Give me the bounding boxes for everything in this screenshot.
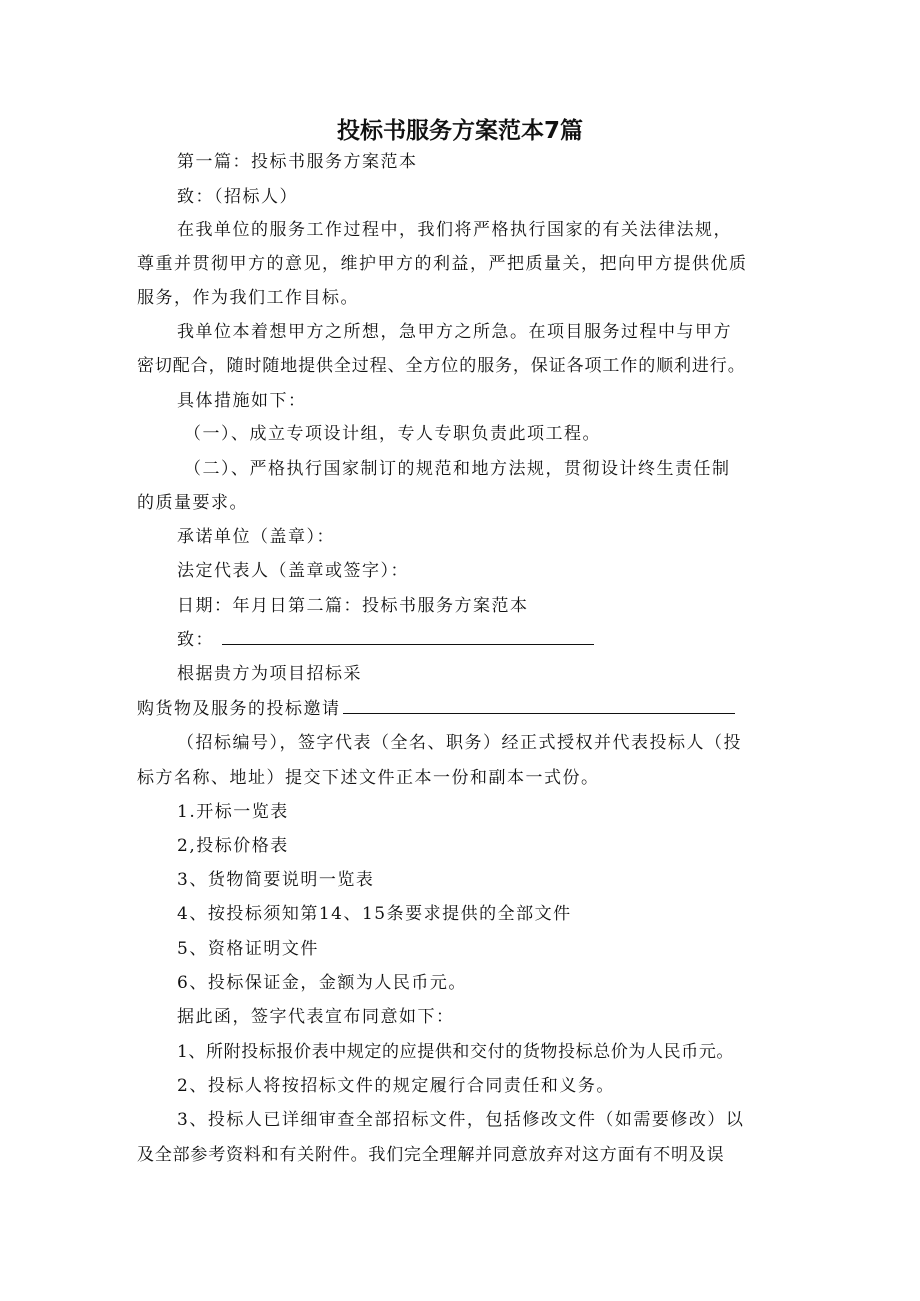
paragraph-line: 标方名称、地址）提交下述文件正本一份和副本一式份。 <box>137 768 600 788</box>
paragraph-line: 具体措施如下： <box>177 391 307 411</box>
invitation-line <box>137 697 735 721</box>
invitation-text: 购货物及服务的投标邀请 <box>137 699 341 719</box>
agreement-item: 3、投标人已详细审查全部招标文件，包括修改文件（如需要修改）以 <box>177 1110 745 1130</box>
paragraph-line: 服务，作为我们工作目标。 <box>137 288 359 308</box>
paragraph-line: 尊重并贯彻甲方的意见，维护甲方的利益，严把质量关，把向甲方提供优质 <box>137 254 748 274</box>
paragraph-line: 的质量要求。 <box>137 493 248 513</box>
signature-field: 法定代表人（盖章或签字）： <box>177 561 409 581</box>
measure-item: （一）、成立专项设计组，专人专职负责此项工程。 <box>184 424 601 444</box>
date-line: 日期：年月日第二篇：投标书服务方案范本 <box>177 596 529 616</box>
paragraph-line: 及全部参考资料和有关附件。我们完全理解并同意放弃对这方面有不明及误 <box>137 1145 725 1165</box>
paragraph-line: 据此函，签字代表宣布同意如下： <box>177 1007 455 1027</box>
paragraph-line: 我单位本着想甲方之所想，急甲方之所急。在项目服务过程中与甲方 <box>177 322 732 342</box>
addressee-line-2 <box>177 628 594 652</box>
list-item: 2,投标价格表 <box>177 836 289 856</box>
signature-field: 承诺单位（盖章）： <box>177 527 335 547</box>
document-title: 投标书服务方案范本7篇 <box>336 118 583 144</box>
section-heading-1: 第一篇：投标书服务方案范本 <box>177 152 418 172</box>
invitation-blank <box>343 697 735 714</box>
agreement-item: 1、所附投标报价表中规定的应提供和交付的货物投标总价为人民币元。 <box>177 1042 735 1062</box>
paragraph-line: 密切配合，随时随地提供全过程、全方位的服务，保证各项工作的顺利进行。 <box>137 356 746 376</box>
paragraph-line: 在我单位的服务工作过程中，我们将严格执行国家的有关法律法规， <box>177 220 732 240</box>
list-item: 3、货物简要说明一览表 <box>177 870 375 890</box>
list-item: 6、投标保证金，金额为人民币元。 <box>177 973 467 993</box>
addressee-line: 致：（招标人） <box>177 187 298 207</box>
list-item: 4、按投标须知第14、15条要求提供的全部文件 <box>177 904 572 924</box>
addressee-blank <box>222 628 594 645</box>
list-item: 5、资格证明文件 <box>177 939 319 959</box>
paragraph-line: （招标编号），签字代表（全名、职务）经正式授权并代表投标人（投 <box>177 733 742 753</box>
measure-item: （二）、严格执行国家制订的规范和地方法规，贯彻设计终生责任制 <box>184 459 731 479</box>
list-item: 1.开标一览表 <box>177 802 289 822</box>
agreement-item: 2、投标人将按招标文件的规定履行合同责任和义务。 <box>177 1076 615 1096</box>
addressee-label: 致： <box>177 630 214 650</box>
paragraph-line: 根据贵方为项目招标采 <box>177 664 362 684</box>
